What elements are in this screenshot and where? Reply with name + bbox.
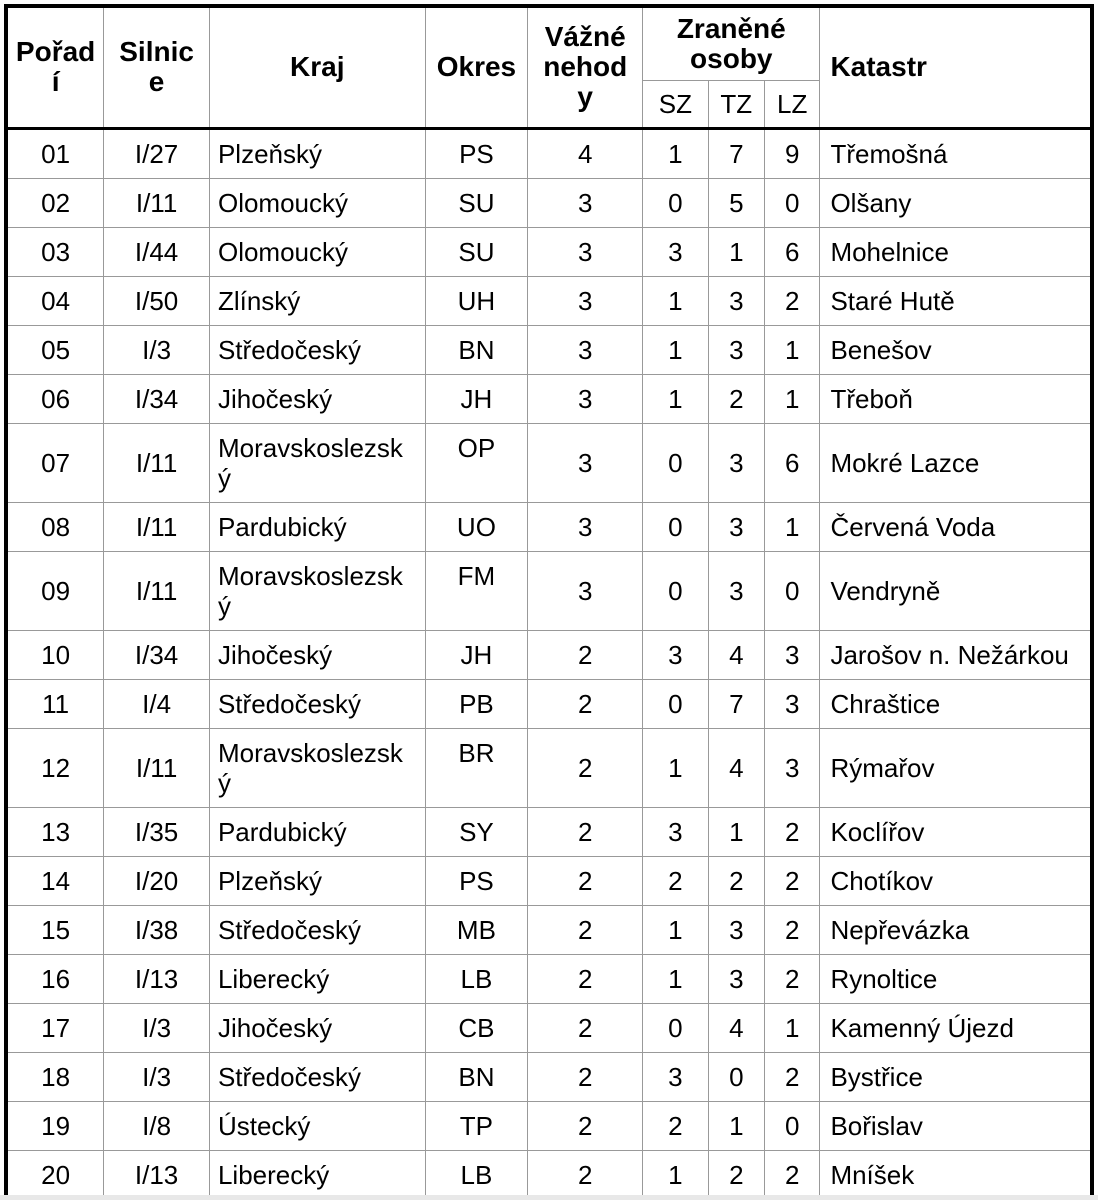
cell-kraj: Pardubický [209, 502, 425, 551]
cell-tz: 0 [708, 1052, 764, 1101]
cell-poradi: 02 [6, 178, 104, 227]
cell-lz: 0 [765, 551, 820, 630]
table-row [6, 856, 1092, 905]
cell-tz: 2 [708, 1150, 764, 1200]
cell-kraj: Jihočeský [209, 1003, 425, 1052]
cell-poradi: 16 [6, 954, 104, 1003]
table-row [6, 325, 1092, 374]
cell-okres: SU [425, 227, 528, 276]
cell-lz: 9 [765, 128, 820, 178]
cell-sz: 3 [643, 807, 708, 856]
cell-sz: 1 [643, 374, 708, 423]
cell-okres: OP [425, 423, 528, 502]
cell-vazne-nehody: 2 [528, 954, 643, 1003]
cell-sz: 1 [643, 325, 708, 374]
cell-okres: UH [425, 276, 528, 325]
cell-poradi: 09 [6, 551, 104, 630]
cell-lz: 3 [765, 728, 820, 807]
cell-kraj: Plzeňský [209, 856, 425, 905]
cell-kraj: Moravskoslezský [209, 423, 425, 502]
page-bottom-strip [0, 1195, 1098, 1200]
cell-vazne-nehody: 2 [528, 679, 643, 728]
cell-kraj: Pardubický [209, 807, 425, 856]
cell-sz: 0 [643, 551, 708, 630]
column-header-silnice: Silnice [104, 6, 210, 128]
table-row [6, 276, 1092, 325]
cell-poradi: 15 [6, 905, 104, 954]
cell-tz: 3 [708, 551, 764, 630]
cell-silnice: I/11 [104, 423, 210, 502]
cell-sz: 1 [643, 954, 708, 1003]
cell-sz: 0 [643, 502, 708, 551]
column-header-sz: SZ [643, 80, 708, 128]
cell-silnice: I/35 [104, 807, 210, 856]
cell-tz: 2 [708, 856, 764, 905]
cell-silnice: I/3 [104, 325, 210, 374]
cell-silnice: I/3 [104, 1052, 210, 1101]
cell-tz: 7 [708, 128, 764, 178]
cell-tz: 3 [708, 502, 764, 551]
cell-poradi: 18 [6, 1052, 104, 1101]
cell-katastr: Třeboň [820, 374, 1092, 423]
table-row [6, 1150, 1092, 1200]
cell-lz: 2 [765, 276, 820, 325]
cell-katastr: Chraštice [820, 679, 1092, 728]
cell-kraj: Jihočeský [209, 374, 425, 423]
cell-silnice: I/50 [104, 276, 210, 325]
cell-katastr: Olšany [820, 178, 1092, 227]
cell-vazne-nehody: 2 [528, 905, 643, 954]
cell-kraj: Středočeský [209, 325, 425, 374]
cell-poradi: 10 [6, 630, 104, 679]
cell-katastr: Třemošná [820, 128, 1092, 178]
cell-katastr: Rynoltice [820, 954, 1092, 1003]
cell-sz: 3 [643, 630, 708, 679]
cell-sz: 1 [643, 276, 708, 325]
cell-okres: PS [425, 128, 528, 178]
cell-poradi: 14 [6, 856, 104, 905]
cell-kraj: Moravskoslezský [209, 551, 425, 630]
cell-silnice: I/11 [104, 502, 210, 551]
cell-vazne-nehody: 2 [528, 1150, 643, 1200]
cell-lz: 1 [765, 502, 820, 551]
cell-katastr: Kamenný Újezd [820, 1003, 1092, 1052]
cell-poradi: 05 [6, 325, 104, 374]
cell-sz: 3 [643, 227, 708, 276]
cell-silnice: I/34 [104, 630, 210, 679]
accident-table [4, 4, 1094, 1200]
cell-lz: 1 [765, 325, 820, 374]
cell-poradi: 11 [6, 679, 104, 728]
cell-okres: BN [425, 325, 528, 374]
cell-sz: 3 [643, 1052, 708, 1101]
cell-kraj: Ústecký [209, 1101, 425, 1150]
cell-poradi: 06 [6, 374, 104, 423]
cell-silnice: I/13 [104, 1150, 210, 1200]
cell-poradi: 20 [6, 1150, 104, 1200]
cell-poradi: 04 [6, 276, 104, 325]
header-row-main [6, 6, 1092, 80]
cell-poradi: 08 [6, 502, 104, 551]
cell-vazne-nehody: 2 [528, 856, 643, 905]
cell-sz: 2 [643, 856, 708, 905]
cell-lz: 0 [765, 178, 820, 227]
cell-poradi: 17 [6, 1003, 104, 1052]
table-row [6, 954, 1092, 1003]
table-row [6, 423, 1092, 502]
table-row [6, 178, 1092, 227]
cell-vazne-nehody: 2 [528, 630, 643, 679]
cell-lz: 0 [765, 1101, 820, 1150]
cell-sz: 0 [643, 178, 708, 227]
cell-poradi: 03 [6, 227, 104, 276]
cell-okres: JH [425, 630, 528, 679]
cell-silnice: I/38 [104, 905, 210, 954]
cell-lz: 6 [765, 227, 820, 276]
table-row [6, 807, 1092, 856]
cell-katastr: Rýmařov [820, 728, 1092, 807]
column-header-kraj: Kraj [209, 6, 425, 128]
cell-lz: 2 [765, 856, 820, 905]
cell-sz: 1 [643, 905, 708, 954]
cell-lz: 2 [765, 807, 820, 856]
cell-kraj: Plzeňský [209, 128, 425, 178]
cell-poradi: 13 [6, 807, 104, 856]
cell-katastr: Červená Voda [820, 502, 1092, 551]
cell-katastr: Bystřice [820, 1052, 1092, 1101]
cell-vazne-nehody: 3 [528, 423, 643, 502]
cell-sz: 0 [643, 423, 708, 502]
cell-tz: 7 [708, 679, 764, 728]
cell-okres: TP [425, 1101, 528, 1150]
cell-okres: BN [425, 1052, 528, 1101]
cell-katastr: Nepřevázka [820, 905, 1092, 954]
cell-okres: PS [425, 856, 528, 905]
table-row [6, 128, 1092, 178]
cell-okres: FM [425, 551, 528, 630]
column-header-zranene-osoby: Zraněné osoby [643, 6, 820, 80]
cell-tz: 1 [708, 227, 764, 276]
cell-vazne-nehody: 3 [528, 178, 643, 227]
cell-vazne-nehody: 3 [528, 325, 643, 374]
cell-vazne-nehody: 2 [528, 807, 643, 856]
cell-okres: SU [425, 178, 528, 227]
cell-kraj: Středočeský [209, 679, 425, 728]
cell-tz: 3 [708, 954, 764, 1003]
cell-lz: 1 [765, 374, 820, 423]
cell-katastr: Benešov [820, 325, 1092, 374]
cell-tz: 4 [708, 728, 764, 807]
cell-lz: 2 [765, 1052, 820, 1101]
cell-katastr: Chotíkov [820, 856, 1092, 905]
cell-vazne-nehody: 2 [528, 728, 643, 807]
table-header [6, 6, 1092, 128]
cell-katastr: Jarošov n. Nežárkou [820, 630, 1092, 679]
table-row [6, 630, 1092, 679]
cell-tz: 4 [708, 1003, 764, 1052]
cell-tz: 3 [708, 325, 764, 374]
cell-poradi: 07 [6, 423, 104, 502]
cell-kraj: Liberecký [209, 954, 425, 1003]
table-row [6, 551, 1092, 630]
cell-lz: 6 [765, 423, 820, 502]
table-row [6, 1003, 1092, 1052]
cell-silnice: I/34 [104, 374, 210, 423]
cell-silnice: I/11 [104, 551, 210, 630]
cell-tz: 1 [708, 807, 764, 856]
cell-tz: 3 [708, 276, 764, 325]
cell-okres: JH [425, 374, 528, 423]
cell-lz: 2 [765, 954, 820, 1003]
cell-vazne-nehody: 3 [528, 502, 643, 551]
cell-katastr: Bořislav [820, 1101, 1092, 1150]
cell-kraj: Liberecký [209, 1150, 425, 1200]
cell-kraj: Středočeský [209, 905, 425, 954]
cell-silnice: I/20 [104, 856, 210, 905]
table-row [6, 679, 1092, 728]
column-header-katastr: Katastr [820, 6, 1092, 128]
table-row [6, 227, 1092, 276]
cell-poradi: 12 [6, 728, 104, 807]
cell-vazne-nehody: 2 [528, 1003, 643, 1052]
cell-katastr: Mníšek [820, 1150, 1092, 1200]
cell-silnice: I/11 [104, 728, 210, 807]
cell-lz: 2 [765, 1150, 820, 1200]
cell-kraj: Jihočeský [209, 630, 425, 679]
column-header-lz: LZ [765, 80, 820, 128]
table-body [6, 128, 1092, 1200]
cell-sz: 2 [643, 1101, 708, 1150]
cell-silnice: I/4 [104, 679, 210, 728]
column-header-poradi: Pořadí [6, 6, 104, 128]
cell-okres: MB [425, 905, 528, 954]
cell-silnice: I/11 [104, 178, 210, 227]
cell-okres: UO [425, 502, 528, 551]
column-header-okres: Okres [425, 6, 528, 128]
cell-silnice: I/3 [104, 1003, 210, 1052]
cell-okres: CB [425, 1003, 528, 1052]
cell-sz: 1 [643, 1150, 708, 1200]
cell-katastr: Mohelnice [820, 227, 1092, 276]
cell-katastr: Koclířov [820, 807, 1092, 856]
cell-kraj: Zlínský [209, 276, 425, 325]
cell-lz: 2 [765, 905, 820, 954]
cell-silnice: I/44 [104, 227, 210, 276]
table-row [6, 374, 1092, 423]
cell-katastr: Staré Hutě [820, 276, 1092, 325]
cell-okres: LB [425, 1150, 528, 1200]
cell-sz: 0 [643, 1003, 708, 1052]
cell-silnice: I/8 [104, 1101, 210, 1150]
cell-tz: 2 [708, 374, 764, 423]
cell-katastr: Vendryně [820, 551, 1092, 630]
cell-sz: 1 [643, 128, 708, 178]
cell-kraj: Olomoucký [209, 178, 425, 227]
cell-okres: PB [425, 679, 528, 728]
cell-vazne-nehody: 2 [528, 1101, 643, 1150]
cell-okres: LB [425, 954, 528, 1003]
cell-tz: 5 [708, 178, 764, 227]
table-row [6, 1101, 1092, 1150]
cell-sz: 1 [643, 728, 708, 807]
cell-okres: SY [425, 807, 528, 856]
cell-sz: 0 [643, 679, 708, 728]
cell-vazne-nehody: 3 [528, 276, 643, 325]
cell-silnice: I/13 [104, 954, 210, 1003]
cell-katastr: Mokré Lazce [820, 423, 1092, 502]
cell-vazne-nehody: 3 [528, 374, 643, 423]
cell-tz: 1 [708, 1101, 764, 1150]
cell-vazne-nehody: 4 [528, 128, 643, 178]
column-header-tz: TZ [708, 80, 764, 128]
cell-kraj: Olomoucký [209, 227, 425, 276]
cell-okres: BR [425, 728, 528, 807]
cell-vazne-nehody: 2 [528, 1052, 643, 1101]
cell-vazne-nehody: 3 [528, 227, 643, 276]
cell-poradi: 19 [6, 1101, 104, 1150]
table-row [6, 905, 1092, 954]
cell-tz: 3 [708, 423, 764, 502]
cell-poradi: 01 [6, 128, 104, 178]
cell-tz: 4 [708, 630, 764, 679]
cell-lz: 1 [765, 1003, 820, 1052]
cell-lz: 3 [765, 679, 820, 728]
cell-tz: 3 [708, 905, 764, 954]
cell-kraj: Středočeský [209, 1052, 425, 1101]
cell-lz: 3 [765, 630, 820, 679]
table-row [6, 1052, 1092, 1101]
column-header-vazne-nehody: Vážné nehody [528, 6, 643, 128]
table-row [6, 502, 1092, 551]
cell-silnice: I/27 [104, 128, 210, 178]
cell-vazne-nehody: 3 [528, 551, 643, 630]
cell-kraj: Moravskoslezský [209, 728, 425, 807]
table-row [6, 728, 1092, 807]
